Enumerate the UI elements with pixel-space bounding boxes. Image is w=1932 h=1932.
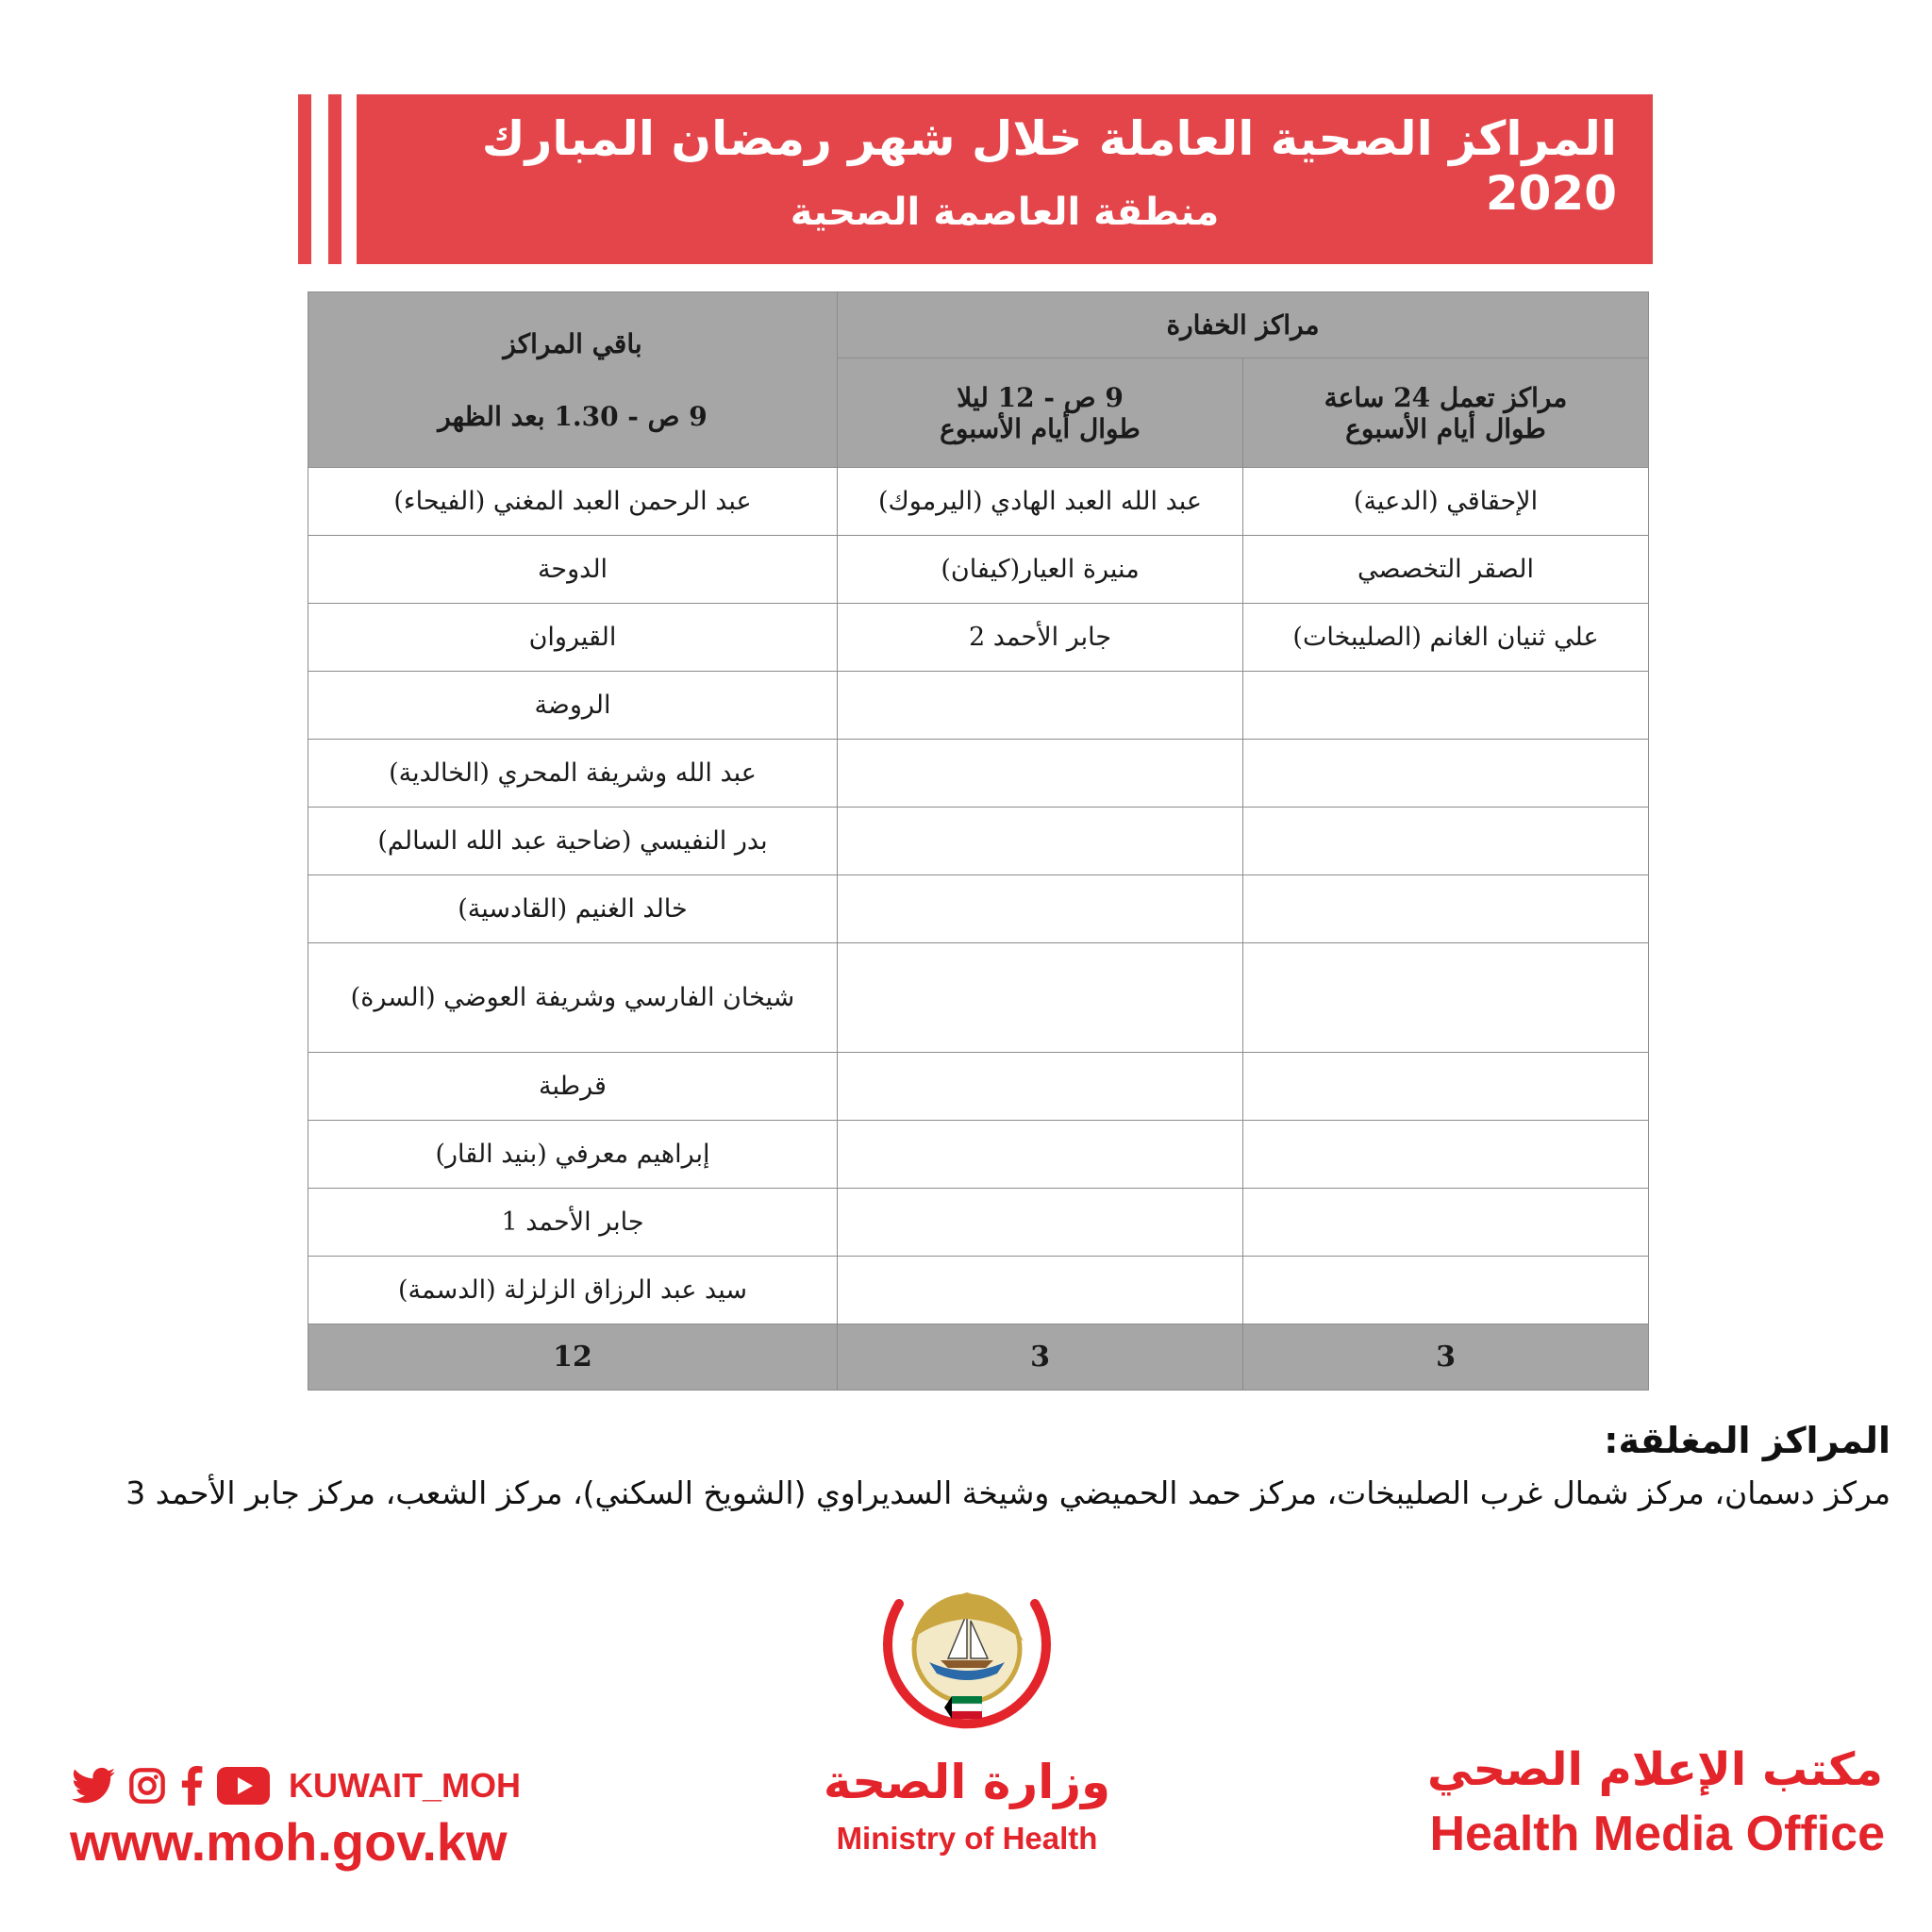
total-rest: 12 [308,1324,838,1391]
table-row [308,875,1649,943]
twitter-icon[interactable] [72,1767,115,1805]
page-title: المراكز الصحية العاملة خلال شهر رمضان المبارك 2020 [481,111,1617,221]
cell-24h [1243,1121,1649,1189]
col-9am-12am-header [838,358,1243,468]
cell-24h: الإحقاقي (الدعية) [1243,468,1649,536]
table-row [308,943,1649,1053]
cell-24h [1243,875,1649,943]
cell-rest: خالد الغنيم (القادسية) [308,875,838,943]
cell-9am-12am [838,1257,1243,1324]
totals-row [308,1324,1649,1391]
cell-9am-12am: جابر الأحمد 2 [838,604,1243,672]
cell-9am-12am [838,740,1243,808]
youtube-icon[interactable] [217,1767,270,1805]
closed-centers-title: المراكز المغلقة: [1604,1420,1890,1461]
ministry-logo [873,1575,1061,1749]
cell-9am-12am: منيرة العيار(كيفان) [838,536,1243,604]
cell-rest: سيد عبد الرزاق الزلزلة (الدسمة) [308,1257,838,1324]
rest-centers-header [308,292,838,468]
rest-centers-title: باقي المراكز [503,327,642,359]
cell-24h [1243,808,1649,875]
kuwait-emblem-icon [873,1575,1061,1745]
cell-rest: إبراهيم معرفي (بنيد القار) [308,1121,838,1189]
table-row [308,672,1649,740]
table-row [308,536,1649,604]
closed-centers-list: مركز دسمان، مركز شمال غرب الصليبخات، مركز حمد الحميضي وشيخة السديراوي (الشويخ السكني)، مركز الشعب، مركز جابر الأحمد 3 [125,1474,1890,1511]
cell-9am-12am [838,1053,1243,1121]
cell-rest: عبد الرحمن العبد المغني (الفيحاء) [308,468,838,536]
cell-rest: قرطبة [308,1053,838,1121]
col-9am-12am-title: 9 ص - 12 ليلا [957,381,1124,413]
table-row [308,808,1649,875]
office-name-en: Health Media Office [1429,1807,1885,1861]
cell-rest: شيخان الفارسي وشريفة العوضي (السرة) [308,943,838,1053]
banner-stripe-1 [298,94,311,264]
cell-rest: عبد الله وشريفة المحري (الخالدية) [308,740,838,808]
table-row [308,604,1649,672]
table-row [308,740,1649,808]
centers-table [308,291,1649,1391]
cell-24h: علي ثنيان الغانم (الصليبخات) [1243,604,1649,672]
cell-24h [1243,943,1649,1053]
table-row [308,1053,1649,1121]
cell-9am-12am [838,1189,1243,1257]
table-header-row [308,292,1649,358]
col-24h-header [1243,358,1649,468]
col-24h-hours: طوال أيام الأسبوع [1345,412,1546,444]
cell-24h [1243,1257,1649,1324]
cell-24h [1243,672,1649,740]
banner-stripe-2 [328,94,341,264]
office-name-ar: مكتب الإعلام الصحي [1427,1743,1883,1796]
ministry-name-en: Ministry of Health [836,1821,1098,1856]
table-row [308,1257,1649,1324]
cell-24h [1243,1053,1649,1121]
social-handle[interactable]: KUWAIT_MOH [289,1766,521,1805]
cell-rest: الدوحة [308,536,838,604]
website-link[interactable]: www.moh.gov.kw [70,1812,508,1872]
rest-centers-hours: 9 ص - 1.30 بعد الظهر [438,400,708,432]
social-links [72,1766,521,1806]
cell-9am-12am [838,943,1243,1053]
cell-9am-12am: عبد الله العبد الهادي (اليرموك) [838,468,1243,536]
on-call-group-header: مراكز الخفارة [838,292,1649,358]
cell-24h: الصقر التخصصي [1243,536,1649,604]
cell-rest: القيروان [308,604,838,672]
cell-9am-12am [838,672,1243,740]
closed-centers-section [42,1420,1890,1518]
header-banner [357,94,1653,264]
total-24h: 3 [1243,1324,1649,1391]
cell-rest: جابر الأحمد 1 [308,1189,838,1257]
col-24h-title: مراكز تعمل 24 ساعة [1324,381,1568,413]
cell-9am-12am [838,808,1243,875]
cell-rest: بدر النفيسي (ضاحية عبد الله السالم) [308,808,838,875]
cell-9am-12am [838,1121,1243,1189]
instagram-icon[interactable] [128,1767,166,1805]
table-row [308,1189,1649,1257]
cell-rest: الروضة [308,672,838,740]
cell-24h [1243,740,1649,808]
cell-9am-12am [838,875,1243,943]
total-9am-12am: 3 [838,1324,1243,1391]
facebook-icon[interactable] [179,1766,204,1806]
col-9am-12am-hours: طوال أيام الأسبوع [940,412,1141,444]
table-row [308,1121,1649,1189]
ministry-name-ar: وزارة الصحة [823,1755,1111,1809]
page-subtitle: منطقة العاصمة الصحية [790,191,1220,234]
table-row [308,468,1649,536]
cell-24h [1243,1189,1649,1257]
